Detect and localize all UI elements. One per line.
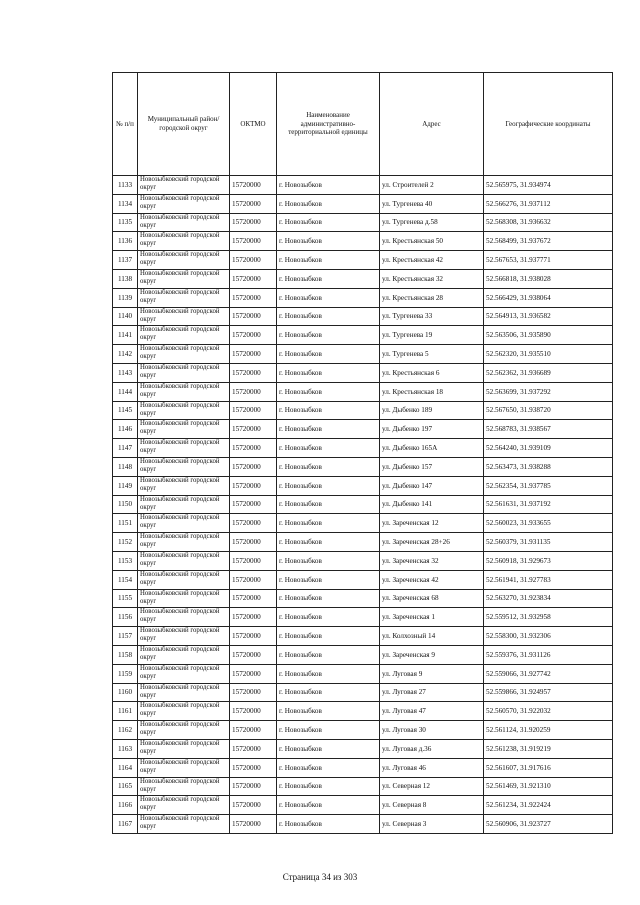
table-row — [113, 551, 613, 570]
cell-coords: 52.563506, 31.935890 — [484, 326, 613, 345]
cell-address: ул. Луговая 47 — [380, 702, 484, 721]
cell-address: ул. Дыбенко 157 — [380, 457, 484, 476]
cell-coords: 52.561941, 31.927783 — [484, 570, 613, 589]
cell-unit: г. Новозыбков — [277, 533, 380, 552]
table-row — [113, 664, 613, 683]
cell-coords: 52.563270, 31.923834 — [484, 589, 613, 608]
cell-district: Новозыбковский городской округ — [138, 796, 230, 815]
cell-address: ул. Крестьянская 28 — [380, 288, 484, 307]
table-row — [113, 533, 613, 552]
cell-address: ул. Тургенева 5 — [380, 345, 484, 364]
cell-unit: г. Новозыбков — [277, 457, 380, 476]
table-row — [113, 608, 613, 627]
cell-district: Новозыбковский городской округ — [138, 739, 230, 758]
cell-coords: 52.568783, 31.938567 — [484, 420, 613, 439]
cell-oktmo: 15720000 — [230, 326, 277, 345]
cell-address: ул. Крестьянская 42 — [380, 251, 484, 270]
cell-oktmo: 15720000 — [230, 420, 277, 439]
cell-district: Новозыбковский городской округ — [138, 608, 230, 627]
cell-unit: г. Новозыбков — [277, 363, 380, 382]
cell-district: Новозыбковский городской округ — [138, 439, 230, 458]
cell-oktmo: 15720000 — [230, 176, 277, 195]
header-num: № п/п — [113, 73, 138, 176]
cell-oktmo: 15720000 — [230, 288, 277, 307]
table-row — [113, 251, 613, 270]
header-coords: Географические координаты — [484, 73, 613, 176]
cell-coords: 52.561238, 31.919219 — [484, 739, 613, 758]
cell-district: Новозыбковский городской округ — [138, 401, 230, 420]
cell-coords: 52.566818, 31.938028 — [484, 269, 613, 288]
cell-district: Новозыбковский городской округ — [138, 307, 230, 326]
cell-oktmo: 15720000 — [230, 551, 277, 570]
cell-address: ул. Дыбенко 147 — [380, 476, 484, 495]
cell-coords: 52.561469, 31.921310 — [484, 777, 613, 796]
table-row — [113, 269, 613, 288]
cell-unit: г. Новозыбков — [277, 702, 380, 721]
cell-oktmo: 15720000 — [230, 194, 277, 213]
cell-address: ул. Луговая д.36 — [380, 739, 484, 758]
cell-num: 1158 — [113, 645, 138, 664]
table-row — [113, 777, 613, 796]
cell-unit: г. Новозыбков — [277, 176, 380, 195]
cell-unit: г. Новозыбков — [277, 683, 380, 702]
cell-oktmo: 15720000 — [230, 514, 277, 533]
cell-oktmo: 15720000 — [230, 627, 277, 646]
cell-address: ул. Северная 12 — [380, 777, 484, 796]
cell-unit: г. Новозыбков — [277, 721, 380, 740]
cell-num: 1137 — [113, 251, 138, 270]
table-row — [113, 326, 613, 345]
cell-district: Новозыбковский городской округ — [138, 777, 230, 796]
table-row — [113, 176, 613, 195]
cell-oktmo: 15720000 — [230, 739, 277, 758]
cell-oktmo: 15720000 — [230, 251, 277, 270]
cell-unit: г. Новозыбков — [277, 758, 380, 777]
table-row — [113, 345, 613, 364]
cell-oktmo: 15720000 — [230, 721, 277, 740]
cell-coords: 52.568308, 31.936632 — [484, 213, 613, 232]
cell-address: ул. Крестьянская 50 — [380, 232, 484, 251]
cell-coords: 52.561607, 31.917616 — [484, 758, 613, 777]
cell-coords: 52.562320, 31.935510 — [484, 345, 613, 364]
cell-address: ул. Зареченская 1 — [380, 608, 484, 627]
table-row — [113, 457, 613, 476]
table-row — [113, 645, 613, 664]
cell-num: 1146 — [113, 420, 138, 439]
cell-address: ул. Крестьянская 6 — [380, 363, 484, 382]
table-row — [113, 439, 613, 458]
cell-num: 1148 — [113, 457, 138, 476]
cell-coords: 52.560570, 31.922032 — [484, 702, 613, 721]
cell-num: 1156 — [113, 608, 138, 627]
cell-oktmo: 15720000 — [230, 382, 277, 401]
table-row — [113, 589, 613, 608]
cell-oktmo: 15720000 — [230, 363, 277, 382]
cell-district: Новозыбковский городской округ — [138, 476, 230, 495]
cell-num: 1147 — [113, 439, 138, 458]
cell-unit: г. Новозыбков — [277, 194, 380, 213]
cell-num: 1145 — [113, 401, 138, 420]
cell-num: 1140 — [113, 307, 138, 326]
cell-unit: г. Новозыбков — [277, 777, 380, 796]
cell-unit: г. Новозыбков — [277, 307, 380, 326]
cell-address: ул. Тургенева 40 — [380, 194, 484, 213]
table-row — [113, 514, 613, 533]
cell-oktmo: 15720000 — [230, 608, 277, 627]
table-row — [113, 739, 613, 758]
cell-coords: 52.562354, 31.937785 — [484, 476, 613, 495]
cell-address: ул. Зареченская 32 — [380, 551, 484, 570]
cell-district: Новозыбковский городской округ — [138, 645, 230, 664]
cell-address: ул. Дыбенко 141 — [380, 495, 484, 514]
cell-oktmo: 15720000 — [230, 345, 277, 364]
cell-unit: г. Новозыбков — [277, 589, 380, 608]
cell-coords: 52.559376, 31.931126 — [484, 645, 613, 664]
header-oktmo: ОКТМО — [230, 73, 277, 176]
cell-coords: 52.564913, 31.936582 — [484, 307, 613, 326]
cell-oktmo: 15720000 — [230, 589, 277, 608]
cell-num: 1136 — [113, 232, 138, 251]
cell-num: 1154 — [113, 570, 138, 589]
cell-coords: 52.559066, 31.927742 — [484, 664, 613, 683]
cell-oktmo: 15720000 — [230, 307, 277, 326]
table-row — [113, 815, 613, 834]
cell-unit: г. Новозыбков — [277, 439, 380, 458]
cell-oktmo: 15720000 — [230, 683, 277, 702]
cell-unit: г. Новозыбков — [277, 420, 380, 439]
table-row — [113, 288, 613, 307]
cell-district: Новозыбковский городской округ — [138, 232, 230, 251]
cell-oktmo: 15720000 — [230, 664, 277, 683]
cell-coords: 52.566276, 31.937112 — [484, 194, 613, 213]
cell-oktmo: 15720000 — [230, 457, 277, 476]
cell-coords: 52.567650, 31.938720 — [484, 401, 613, 420]
cell-unit: г. Новозыбков — [277, 345, 380, 364]
cell-unit: г. Новозыбков — [277, 645, 380, 664]
cell-coords: 52.565975, 31.934974 — [484, 176, 613, 195]
cell-address: ул. Тургенева д.58 — [380, 213, 484, 232]
table-row — [113, 758, 613, 777]
cell-coords: 52.564240, 31.939109 — [484, 439, 613, 458]
cell-unit: г. Новозыбков — [277, 739, 380, 758]
cell-district: Новозыбковский городской округ — [138, 363, 230, 382]
cell-coords: 52.559512, 31.932958 — [484, 608, 613, 627]
table-row — [113, 307, 613, 326]
cell-oktmo: 15720000 — [230, 815, 277, 834]
table-row — [113, 683, 613, 702]
cell-num: 1166 — [113, 796, 138, 815]
cell-address: ул. Дыбенко 165А — [380, 439, 484, 458]
cell-num: 1167 — [113, 815, 138, 834]
cell-num: 1162 — [113, 721, 138, 740]
table-row — [113, 363, 613, 382]
cell-address: ул. Зареченская 68 — [380, 589, 484, 608]
cell-address: ул. Тургенева 19 — [380, 326, 484, 345]
cell-district: Новозыбковский городской округ — [138, 589, 230, 608]
cell-district: Новозыбковский городской округ — [138, 683, 230, 702]
cell-address: ул. Зареченская 28+26 — [380, 533, 484, 552]
cell-num: 1149 — [113, 476, 138, 495]
cell-oktmo: 15720000 — [230, 476, 277, 495]
table-row — [113, 232, 613, 251]
cell-coords: 52.566429, 31.938064 — [484, 288, 613, 307]
cell-district: Новозыбковский городской округ — [138, 627, 230, 646]
cell-address: ул. Дыбенко 189 — [380, 401, 484, 420]
table-row — [113, 382, 613, 401]
cell-district: Новозыбковский городской округ — [138, 570, 230, 589]
cell-oktmo: 15720000 — [230, 269, 277, 288]
cell-unit: г. Новозыбков — [277, 495, 380, 514]
cell-num: 1161 — [113, 702, 138, 721]
cell-num: 1152 — [113, 533, 138, 552]
cell-district: Новозыбковский городской округ — [138, 495, 230, 514]
cell-address: ул. Зареченская 42 — [380, 570, 484, 589]
cell-address: ул. Зареченская 12 — [380, 514, 484, 533]
table-row — [113, 194, 613, 213]
cell-unit: г. Новозыбков — [277, 476, 380, 495]
cell-district: Новозыбковский городской округ — [138, 664, 230, 683]
cell-unit: г. Новозыбков — [277, 815, 380, 834]
table-row — [113, 702, 613, 721]
cell-district: Новозыбковский городской округ — [138, 382, 230, 401]
page-number: Страница 34 из 303 — [282, 872, 358, 882]
cell-num: 1141 — [113, 326, 138, 345]
cell-coords: 52.563473, 31.938288 — [484, 457, 613, 476]
cell-coords: 52.560906, 31.923727 — [484, 815, 613, 834]
cell-num: 1163 — [113, 739, 138, 758]
cell-unit: г. Новозыбков — [277, 664, 380, 683]
table-row — [113, 476, 613, 495]
cell-district: Новозыбковский городской округ — [138, 457, 230, 476]
cell-district: Новозыбковский городской округ — [138, 514, 230, 533]
cell-oktmo: 15720000 — [230, 758, 277, 777]
cell-num: 1133 — [113, 176, 138, 195]
cell-num: 1157 — [113, 627, 138, 646]
cell-unit: г. Новозыбков — [277, 213, 380, 232]
cell-unit: г. Новозыбков — [277, 627, 380, 646]
cell-district: Новозыбковский городской округ — [138, 213, 230, 232]
cell-coords: 52.558300, 31.932306 — [484, 627, 613, 646]
cell-address: ул. Строителей 2 — [380, 176, 484, 195]
cell-num: 1159 — [113, 664, 138, 683]
cell-num: 1155 — [113, 589, 138, 608]
table-row — [113, 401, 613, 420]
cell-address: ул. Зареченская 9 — [380, 645, 484, 664]
addresses-table — [112, 72, 613, 834]
cell-district: Новозыбковский городской округ — [138, 815, 230, 834]
cell-num: 1153 — [113, 551, 138, 570]
cell-district: Новозыбковский городской округ — [138, 194, 230, 213]
cell-num: 1142 — [113, 345, 138, 364]
cell-unit: г. Новозыбков — [277, 551, 380, 570]
cell-coords: 52.560023, 31.933655 — [484, 514, 613, 533]
cell-unit: г. Новозыбков — [277, 251, 380, 270]
cell-unit: г. Новозыбков — [277, 288, 380, 307]
cell-district: Новозыбковский городской округ — [138, 326, 230, 345]
cell-oktmo: 15720000 — [230, 401, 277, 420]
cell-coords: 52.561124, 31.920259 — [484, 721, 613, 740]
cell-oktmo: 15720000 — [230, 213, 277, 232]
cell-oktmo: 15720000 — [230, 570, 277, 589]
cell-num: 1165 — [113, 777, 138, 796]
cell-num: 1134 — [113, 194, 138, 213]
table-row — [113, 213, 613, 232]
cell-address: ул. Луговая 46 — [380, 758, 484, 777]
cell-address: ул. Тургенева 33 — [380, 307, 484, 326]
cell-unit: г. Новозыбков — [277, 570, 380, 589]
cell-unit: г. Новозыбков — [277, 401, 380, 420]
header-unit: Наименование административно-территориальной единицы — [277, 73, 380, 176]
header-district: Муниципальный район/городской округ — [138, 73, 230, 176]
cell-num: 1135 — [113, 213, 138, 232]
cell-district: Новозыбковский городской округ — [138, 269, 230, 288]
table-row — [113, 495, 613, 514]
cell-district: Новозыбковский городской округ — [138, 420, 230, 439]
cell-district: Новозыбковский городской округ — [138, 702, 230, 721]
cell-coords: 52.568499, 31.937672 — [484, 232, 613, 251]
cell-address: ул. Крестьянская 18 — [380, 382, 484, 401]
cell-district: Новозыбковский городской округ — [138, 251, 230, 270]
cell-unit: г. Новозыбков — [277, 269, 380, 288]
cell-address: ул. Крестьянская 32 — [380, 269, 484, 288]
cell-num: 1143 — [113, 363, 138, 382]
cell-coords: 52.559866, 31.924957 — [484, 683, 613, 702]
cell-address: ул. Колхозный 14 — [380, 627, 484, 646]
cell-address: ул. Луговая 30 — [380, 721, 484, 740]
cell-oktmo: 15720000 — [230, 439, 277, 458]
table-row — [113, 570, 613, 589]
cell-district: Новозыбковский городской округ — [138, 288, 230, 307]
cell-num: 1164 — [113, 758, 138, 777]
cell-oktmo: 15720000 — [230, 232, 277, 251]
cell-unit: г. Новозыбков — [277, 608, 380, 627]
table-row — [113, 721, 613, 740]
cell-coords: 52.561234, 31.922424 — [484, 796, 613, 815]
cell-oktmo: 15720000 — [230, 702, 277, 721]
cell-address: ул. Дыбенко 197 — [380, 420, 484, 439]
cell-num: 1160 — [113, 683, 138, 702]
cell-num: 1150 — [113, 495, 138, 514]
cell-address: ул. Северная 3 — [380, 815, 484, 834]
cell-address: ул. Луговая 27 — [380, 683, 484, 702]
table-row — [113, 627, 613, 646]
cell-unit: г. Новозыбков — [277, 326, 380, 345]
cell-address: ул. Северная 8 — [380, 796, 484, 815]
cell-oktmo: 15720000 — [230, 777, 277, 796]
cell-oktmo: 15720000 — [230, 796, 277, 815]
cell-coords: 52.561631, 31.937192 — [484, 495, 613, 514]
table-row — [113, 796, 613, 815]
cell-unit: г. Новозыбков — [277, 382, 380, 401]
cell-district: Новозыбковский городской округ — [138, 551, 230, 570]
cell-unit: г. Новозыбков — [277, 514, 380, 533]
cell-num: 1151 — [113, 514, 138, 533]
cell-coords: 52.560918, 31.929673 — [484, 551, 613, 570]
cell-district: Новозыбковский городской округ — [138, 533, 230, 552]
cell-district: Новозыбковский городской округ — [138, 721, 230, 740]
cell-num: 1139 — [113, 288, 138, 307]
header-address: Адрес — [380, 73, 484, 176]
cell-oktmo: 15720000 — [230, 495, 277, 514]
table-header-row — [113, 73, 613, 176]
cell-coords: 52.562362, 31.936689 — [484, 363, 613, 382]
cell-district: Новозыбковский городской округ — [138, 176, 230, 195]
cell-oktmo: 15720000 — [230, 533, 277, 552]
cell-num: 1144 — [113, 382, 138, 401]
cell-oktmo: 15720000 — [230, 645, 277, 664]
cell-unit: г. Новозыбков — [277, 232, 380, 251]
cell-unit: г. Новозыбков — [277, 796, 380, 815]
cell-address: ул. Луговая 9 — [380, 664, 484, 683]
cell-num: 1138 — [113, 269, 138, 288]
cell-district: Новозыбковский городской округ — [138, 345, 230, 364]
cell-district: Новозыбковский городской округ — [138, 758, 230, 777]
cell-coords: 52.563699, 31.937292 — [484, 382, 613, 401]
table-row — [113, 420, 613, 439]
cell-coords: 52.567653, 31.937771 — [484, 251, 613, 270]
cell-coords: 52.560379, 31.931135 — [484, 533, 613, 552]
